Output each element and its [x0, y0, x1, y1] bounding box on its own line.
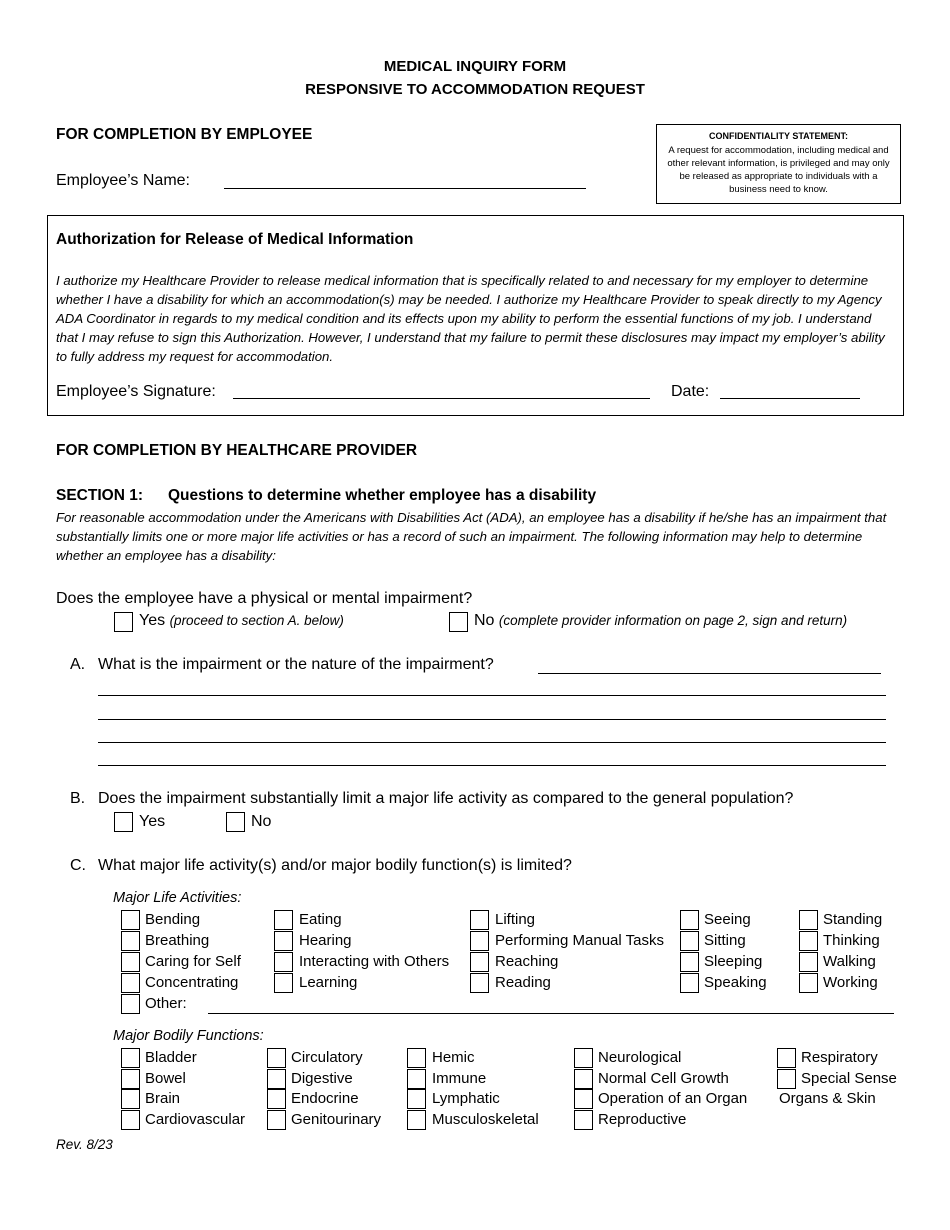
question-b-text: Does the impairment substantially limit a major life activity as compared to the general population?: [98, 790, 794, 807]
life-activity-label: Thinking: [823, 932, 880, 949]
life-activity-checkbox[interactable]: [470, 910, 489, 930]
bodily-function-label: Reproductive: [598, 1111, 687, 1129]
life-activity-checkbox[interactable]: [680, 973, 699, 993]
bodily-function-label: Musculoskeletal: [432, 1111, 539, 1129]
bodily-function-label: Hemic: [432, 1049, 475, 1066]
life-activity-label: Breathing: [145, 932, 210, 949]
date-field[interactable]: [720, 398, 860, 399]
bodily-function-label: Bowel: [145, 1069, 186, 1087]
life-activity-label: Eating: [299, 911, 342, 928]
life-activity-checkbox[interactable]: [799, 931, 818, 951]
impairment-question: Does the employee have a physical or mental impairment?: [56, 590, 473, 607]
life-activity-checkbox[interactable]: [470, 952, 489, 972]
signature-label: Employee’s Signature:: [56, 383, 216, 400]
bodily-function-label: Cardiovascular: [145, 1111, 246, 1129]
bodily-function-checkbox[interactable]: [574, 1048, 593, 1068]
life-activity-checkbox[interactable]: [121, 910, 140, 930]
form-title: MEDICAL INQUIRY FORM: [383, 58, 567, 75]
bodily-function-checkbox[interactable]: [407, 1048, 426, 1068]
section1-title: Questions to determine whether employee has a disability: [168, 487, 597, 504]
life-activity-checkbox[interactable]: [799, 952, 818, 972]
bodily-function-label: Circulatory: [291, 1049, 363, 1066]
impairment-no-label: No (complete provider information on page 2, sign and return): [474, 612, 848, 629]
confidentiality-title: CONFIDENTIALITY STATEMENT:: [709, 131, 848, 141]
bodily-function-label: Digestive: [291, 1069, 353, 1087]
life-activity-checkbox[interactable]: [470, 973, 489, 993]
bodily-function-checkbox[interactable]: [574, 1069, 593, 1089]
date-label: Date:: [671, 383, 710, 400]
bodily-function-checkbox[interactable]: [267, 1069, 286, 1089]
signature-field[interactable]: [233, 398, 650, 399]
bodily-function-label: Organs & Skin: [779, 1090, 876, 1108]
impairment-yes-label: Yes (proceed to section A. below): [139, 612, 344, 629]
bodily-function-checkbox[interactable]: [407, 1089, 426, 1109]
question-b-letter: B.: [70, 790, 86, 807]
life-activities-label: Major Life Activities:: [113, 890, 242, 906]
bodily-function-label: Genitourinary: [291, 1111, 382, 1129]
bodily-function-checkbox[interactable]: [121, 1048, 140, 1068]
life-activity-checkbox[interactable]: [121, 931, 140, 951]
bodily-function-checkbox[interactable]: [407, 1110, 426, 1130]
question-b-yes-checkbox[interactable]: [114, 812, 133, 832]
life-activity-label: Performing Manual Tasks: [495, 932, 664, 949]
life-activity-label: Caring for Self: [145, 953, 241, 970]
employee-section-heading: FOR COMPLETION BY EMPLOYEE: [56, 126, 313, 143]
question-a-answer-line[interactable]: [98, 765, 886, 766]
section1-intro: For reasonable accommodation under the Americans with Disabilities Act (ADA), an employee has a disability if he/she has an impairment that substantially limits one or more major life activities or has a record of such an impairment. The following information may help to determine whether an employee has a disability:: [56, 510, 887, 563]
bodily-function-checkbox[interactable]: [777, 1069, 796, 1089]
employee-name-field[interactable]: [224, 188, 586, 189]
life-activity-checkbox[interactable]: [121, 952, 140, 972]
impairment-yes-checkbox[interactable]: [114, 612, 133, 632]
life-activity-label: Learning: [299, 974, 358, 991]
life-activity-checkbox[interactable]: [799, 973, 818, 993]
bodily-function-checkbox[interactable]: [121, 1110, 140, 1130]
bodily-function-label: Special Sense: [801, 1069, 897, 1087]
bodily-functions-label: Major Bodily Functions:: [113, 1028, 264, 1044]
bodily-function-label: Bladder: [145, 1049, 197, 1066]
impairment-no-checkbox[interactable]: [449, 612, 468, 632]
question-a-answer-line[interactable]: [98, 719, 886, 720]
other-activity-line[interactable]: [208, 1013, 894, 1014]
authorization-heading: Authorization for Release of Medical Information: [56, 231, 414, 248]
question-c-text: What major life activity(s) and/or major bodily function(s) is limited?: [98, 857, 572, 874]
section1-number: SECTION 1:: [56, 487, 143, 504]
bodily-function-label: Endocrine: [291, 1090, 359, 1108]
revision-label: Rev. 8/23: [56, 1137, 113, 1152]
life-activity-label: Bending: [145, 911, 201, 928]
life-activity-label: Speaking: [704, 974, 767, 991]
life-activity-label: Working: [823, 974, 878, 991]
provider-section-heading: FOR COMPLETION BY HEALTHCARE PROVIDER: [56, 442, 418, 459]
question-a-answer-line[interactable]: [538, 673, 881, 674]
bodily-function-label: Brain: [145, 1090, 181, 1108]
life-activity-label: Sleeping: [704, 953, 763, 970]
life-activity-label: Walking: [823, 953, 876, 970]
bodily-function-checkbox[interactable]: [574, 1110, 593, 1130]
life-activity-label: Hearing: [299, 932, 352, 949]
life-activity-checkbox[interactable]: [680, 910, 699, 930]
question-a-text: What is the impairment or the nature of the impairment?: [98, 656, 494, 673]
bodily-function-label: Lymphatic: [432, 1090, 500, 1108]
life-activity-checkbox[interactable]: [274, 952, 293, 972]
bodily-function-label: Neurological: [598, 1049, 682, 1066]
bodily-function-checkbox[interactable]: [267, 1110, 286, 1130]
confidentiality-box: [656, 124, 901, 204]
bodily-function-checkbox[interactable]: [777, 1048, 796, 1068]
life-activity-label: Seeing: [704, 911, 751, 928]
authorization-text: I authorize my Healthcare Provider to release medical information that is specifically related to and necessary for my employer to determine whether I have a disability for which an accommodation(s) may be needed. I authorize my Healthcare Provider to speak directly to my Agency ADA Coordinator in regards to my medical condition and its effects upon my ability to perform the essential functions of my job. I understand that I may refuse to sign this Authorization. However, I understand that my failure to permit these disclosures may impact my employer’s ability to fully address my request for accommodation.: [56, 273, 885, 364]
question-c-letter: C.: [70, 857, 86, 874]
life-activity-checkbox[interactable]: [470, 931, 489, 951]
life-activity-checkbox[interactable]: [121, 994, 140, 1014]
life-activity-checkbox[interactable]: [799, 910, 818, 930]
life-activity-label: Reaching: [495, 953, 559, 970]
employee-name-label: Employee’s Name:: [56, 172, 190, 189]
bodily-function-checkbox[interactable]: [267, 1089, 286, 1109]
life-activity-checkbox[interactable]: [274, 910, 293, 930]
life-activity-checkbox[interactable]: [680, 931, 699, 951]
question-b-no-label: No: [251, 813, 272, 830]
life-activity-label: Interacting with Others: [299, 953, 450, 970]
confidentiality-text: A request for accommodation, including medical and other relevant information, is privileged and may only be released as appropriate to individuals with a business need to know.: [667, 145, 890, 195]
bodily-function-label: Operation of an Organ: [598, 1090, 748, 1108]
question-a-letter: A.: [70, 656, 86, 673]
life-activity-label: Other:: [145, 995, 187, 1012]
life-activity-checkbox[interactable]: [121, 973, 140, 993]
bodily-function-checkbox[interactable]: [267, 1048, 286, 1068]
question-a-answer-line[interactable]: [98, 695, 886, 696]
life-activity-checkbox[interactable]: [680, 952, 699, 972]
bodily-function-checkbox[interactable]: [574, 1089, 593, 1109]
bodily-function-label: Immune: [432, 1069, 487, 1087]
life-activity-checkbox[interactable]: [274, 931, 293, 951]
life-activity-label: Concentrating: [145, 974, 239, 991]
bodily-function-checkbox[interactable]: [121, 1089, 140, 1109]
life-activity-checkbox[interactable]: [274, 973, 293, 993]
question-b-yes-label: Yes: [139, 813, 166, 830]
bodily-function-label: Normal Cell Growth: [598, 1069, 729, 1087]
bodily-function-checkbox[interactable]: [121, 1069, 140, 1089]
question-a-answer-line[interactable]: [98, 742, 886, 743]
life-activity-label: Lifting: [495, 911, 536, 928]
life-activity-label: Reading: [495, 974, 551, 991]
life-activity-label: Sitting: [704, 932, 746, 949]
bodily-function-label: Respiratory: [801, 1049, 878, 1066]
form-subtitle: RESPONSIVE TO ACCOMMODATION REQUEST: [305, 81, 645, 98]
life-activity-label: Standing: [823, 911, 883, 928]
question-b-no-checkbox[interactable]: [226, 812, 245, 832]
bodily-function-checkbox[interactable]: [407, 1069, 426, 1089]
